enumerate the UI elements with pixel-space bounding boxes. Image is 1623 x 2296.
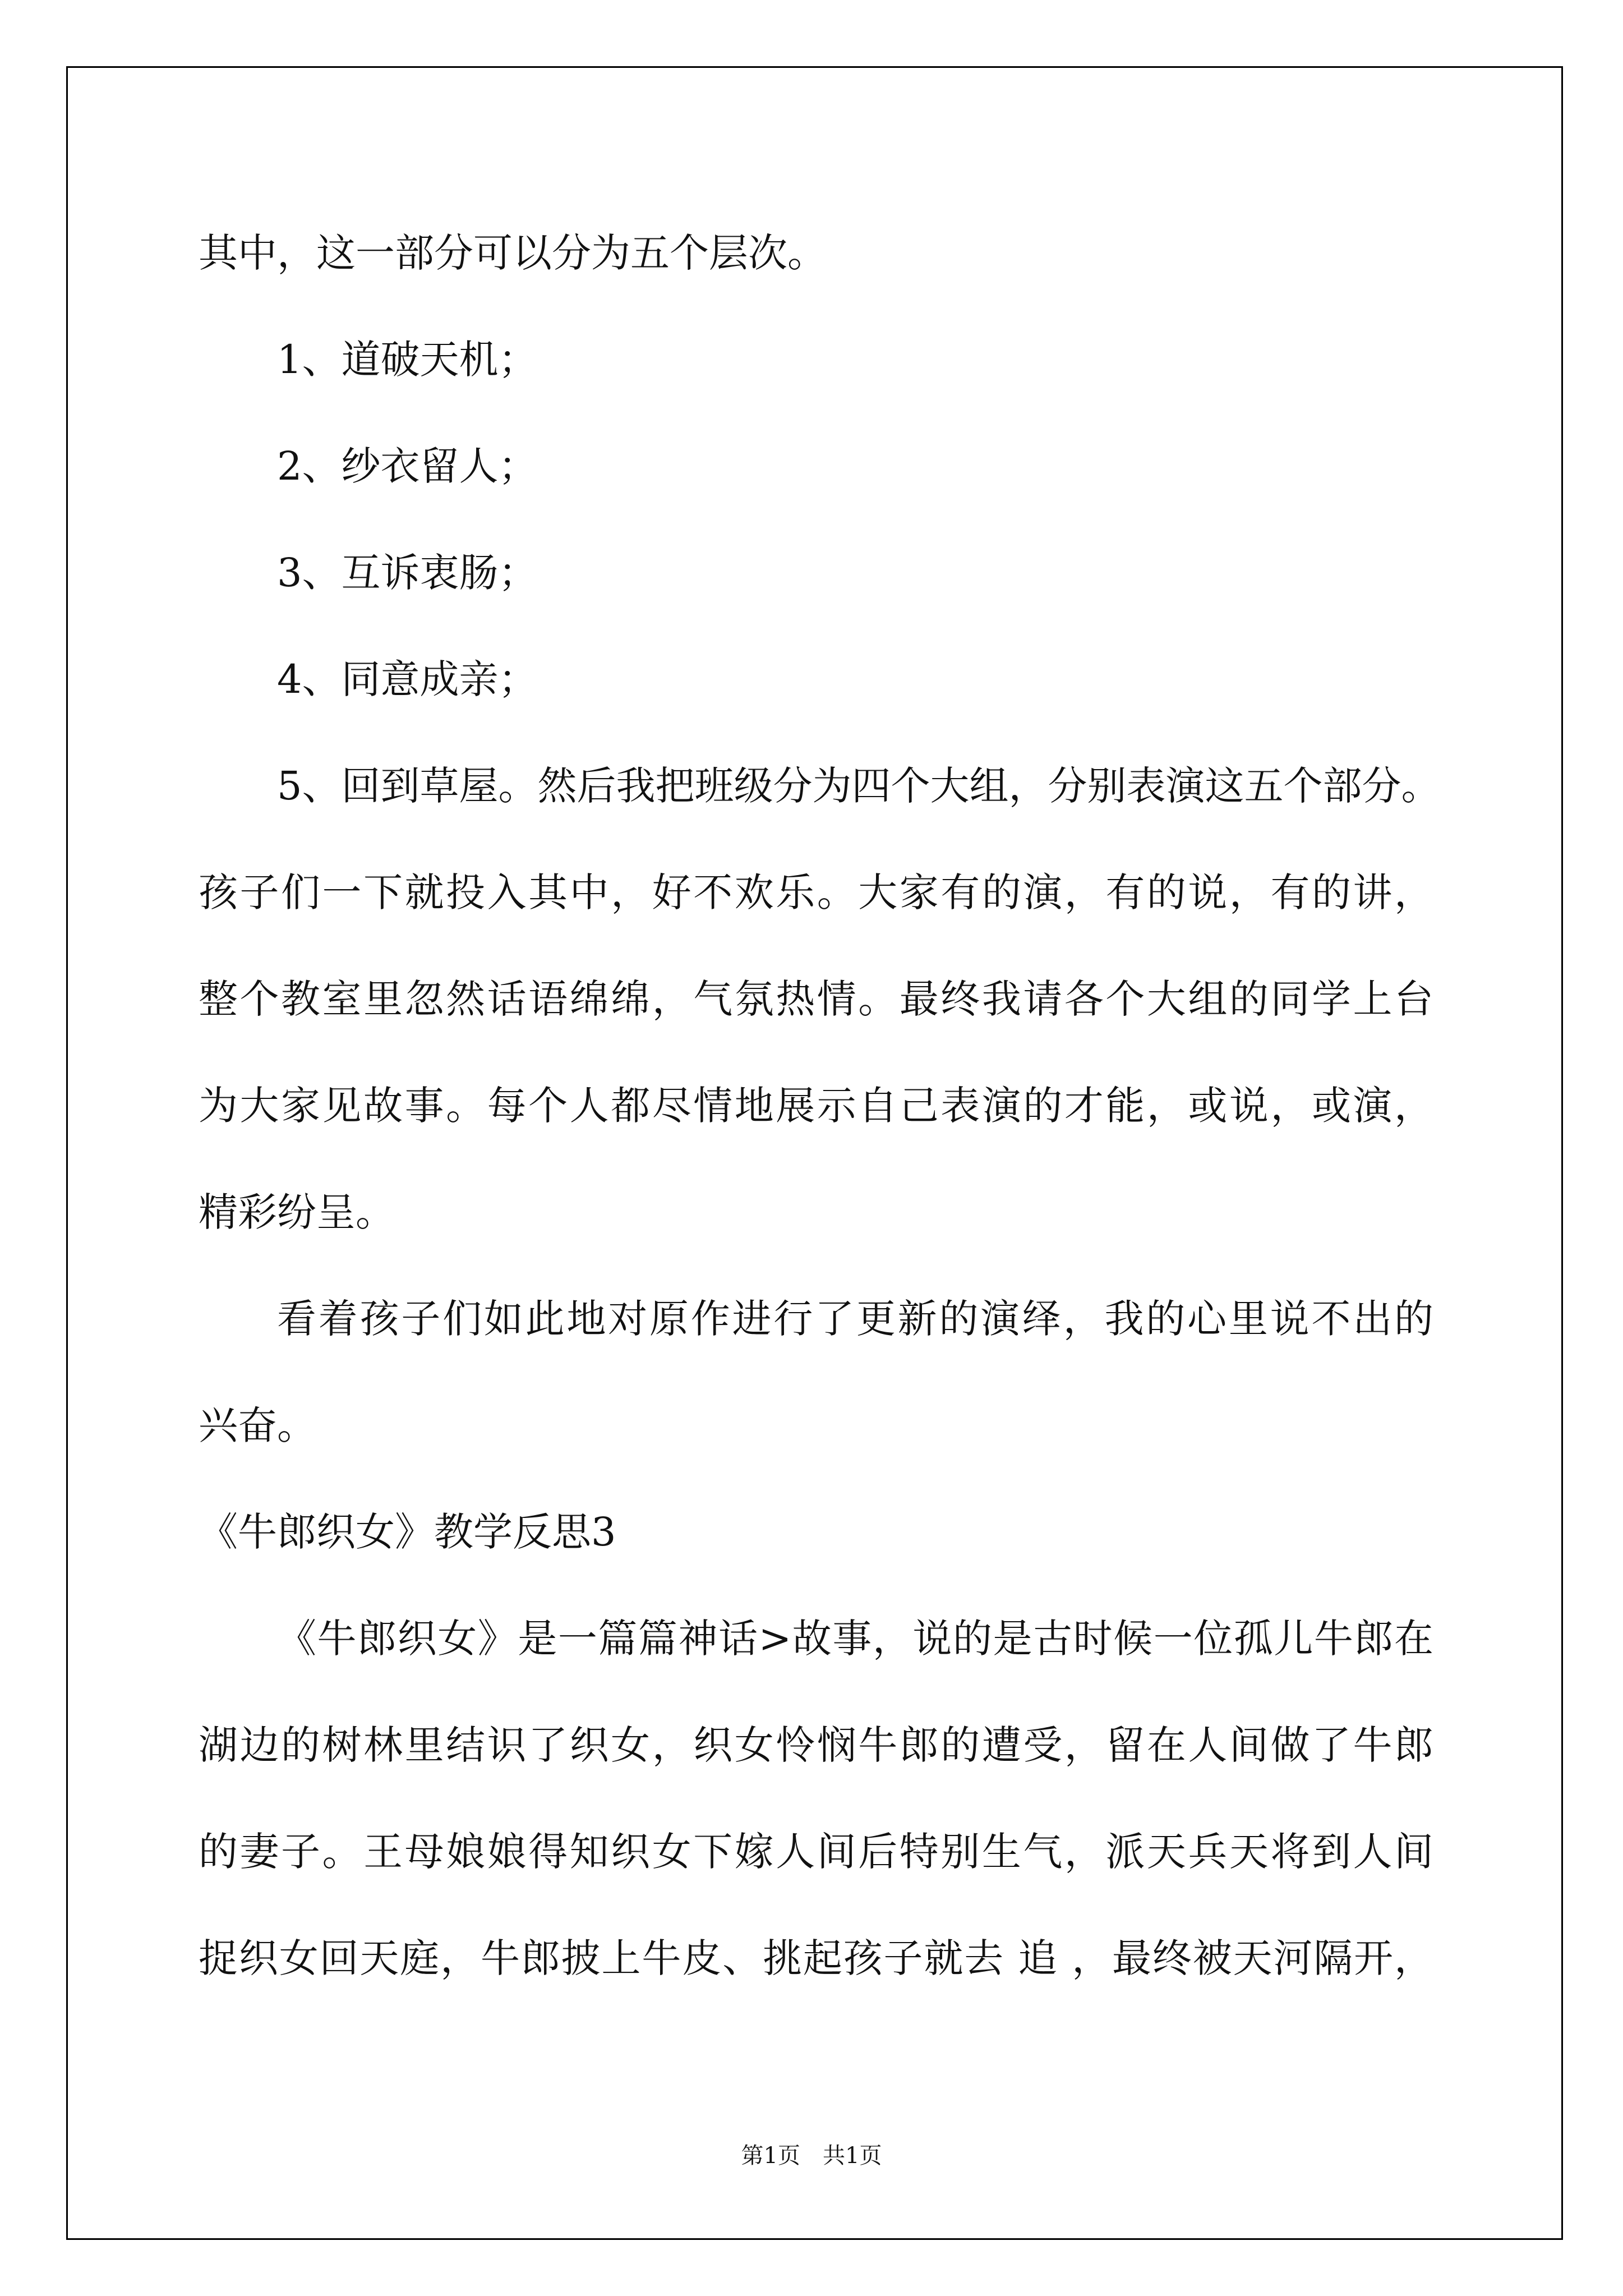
paragraph-line: 精彩纷呈。 xyxy=(199,1189,395,1235)
paragraph-line: 5、回到草屋。然后我把班级分为四个大组，分别表演这五个部分。 xyxy=(277,763,1441,809)
document-body xyxy=(199,200,1441,2012)
list-item: 1、道破天机； xyxy=(277,337,538,383)
paragraph-line: 兴奋。 xyxy=(199,1402,316,1448)
page-footer: 第1页 共1页 xyxy=(741,2143,882,2169)
paragraph-line: 其中，这一部分可以分为五个层次。 xyxy=(199,230,827,276)
list-item: 4、同意成亲； xyxy=(277,656,538,702)
paragraph-line: 孩子们一下就投入其中，好不欢乐。大家有的演，有的说，有的讲， xyxy=(199,869,1433,915)
paragraph-line: 的妻子。王母娘娘得知织女下嫁人间后特别生气，派天兵天将到人间 xyxy=(199,1829,1433,1875)
list-item: 3、互诉衷肠； xyxy=(277,550,538,596)
section-heading: 《牛郎织女》教学反思3 xyxy=(199,1509,616,1555)
paragraph-line: 整个教室里忽然话语绵绵，气氛热情。最终我请各个大组的同学上台 xyxy=(199,976,1433,1022)
paragraph-line: 为大家见故事。每个人都尽情地展示自己表演的才能，或说，或演， xyxy=(199,1083,1433,1129)
paragraph-line: 看着孩子们如此地对原作进行了更新的演绎，我的心里说不出的 xyxy=(277,1296,1433,1342)
paragraph-line: 湖边的树林里结识了织女，织女怜悯牛郎的遭受，留在人间做了牛郎 xyxy=(199,1722,1433,1768)
paragraph-line: 《牛郎织女》是一篇篇神话>故事，说的是古时候一位孤儿牛郎在 xyxy=(277,1616,1433,1662)
list-item: 2、纱衣留人； xyxy=(277,443,538,489)
paragraph-line: 捉织女回天庭，牛郎披上牛皮、挑起孩子就去 追 ，最终被天河隔开， xyxy=(199,1935,1433,1981)
